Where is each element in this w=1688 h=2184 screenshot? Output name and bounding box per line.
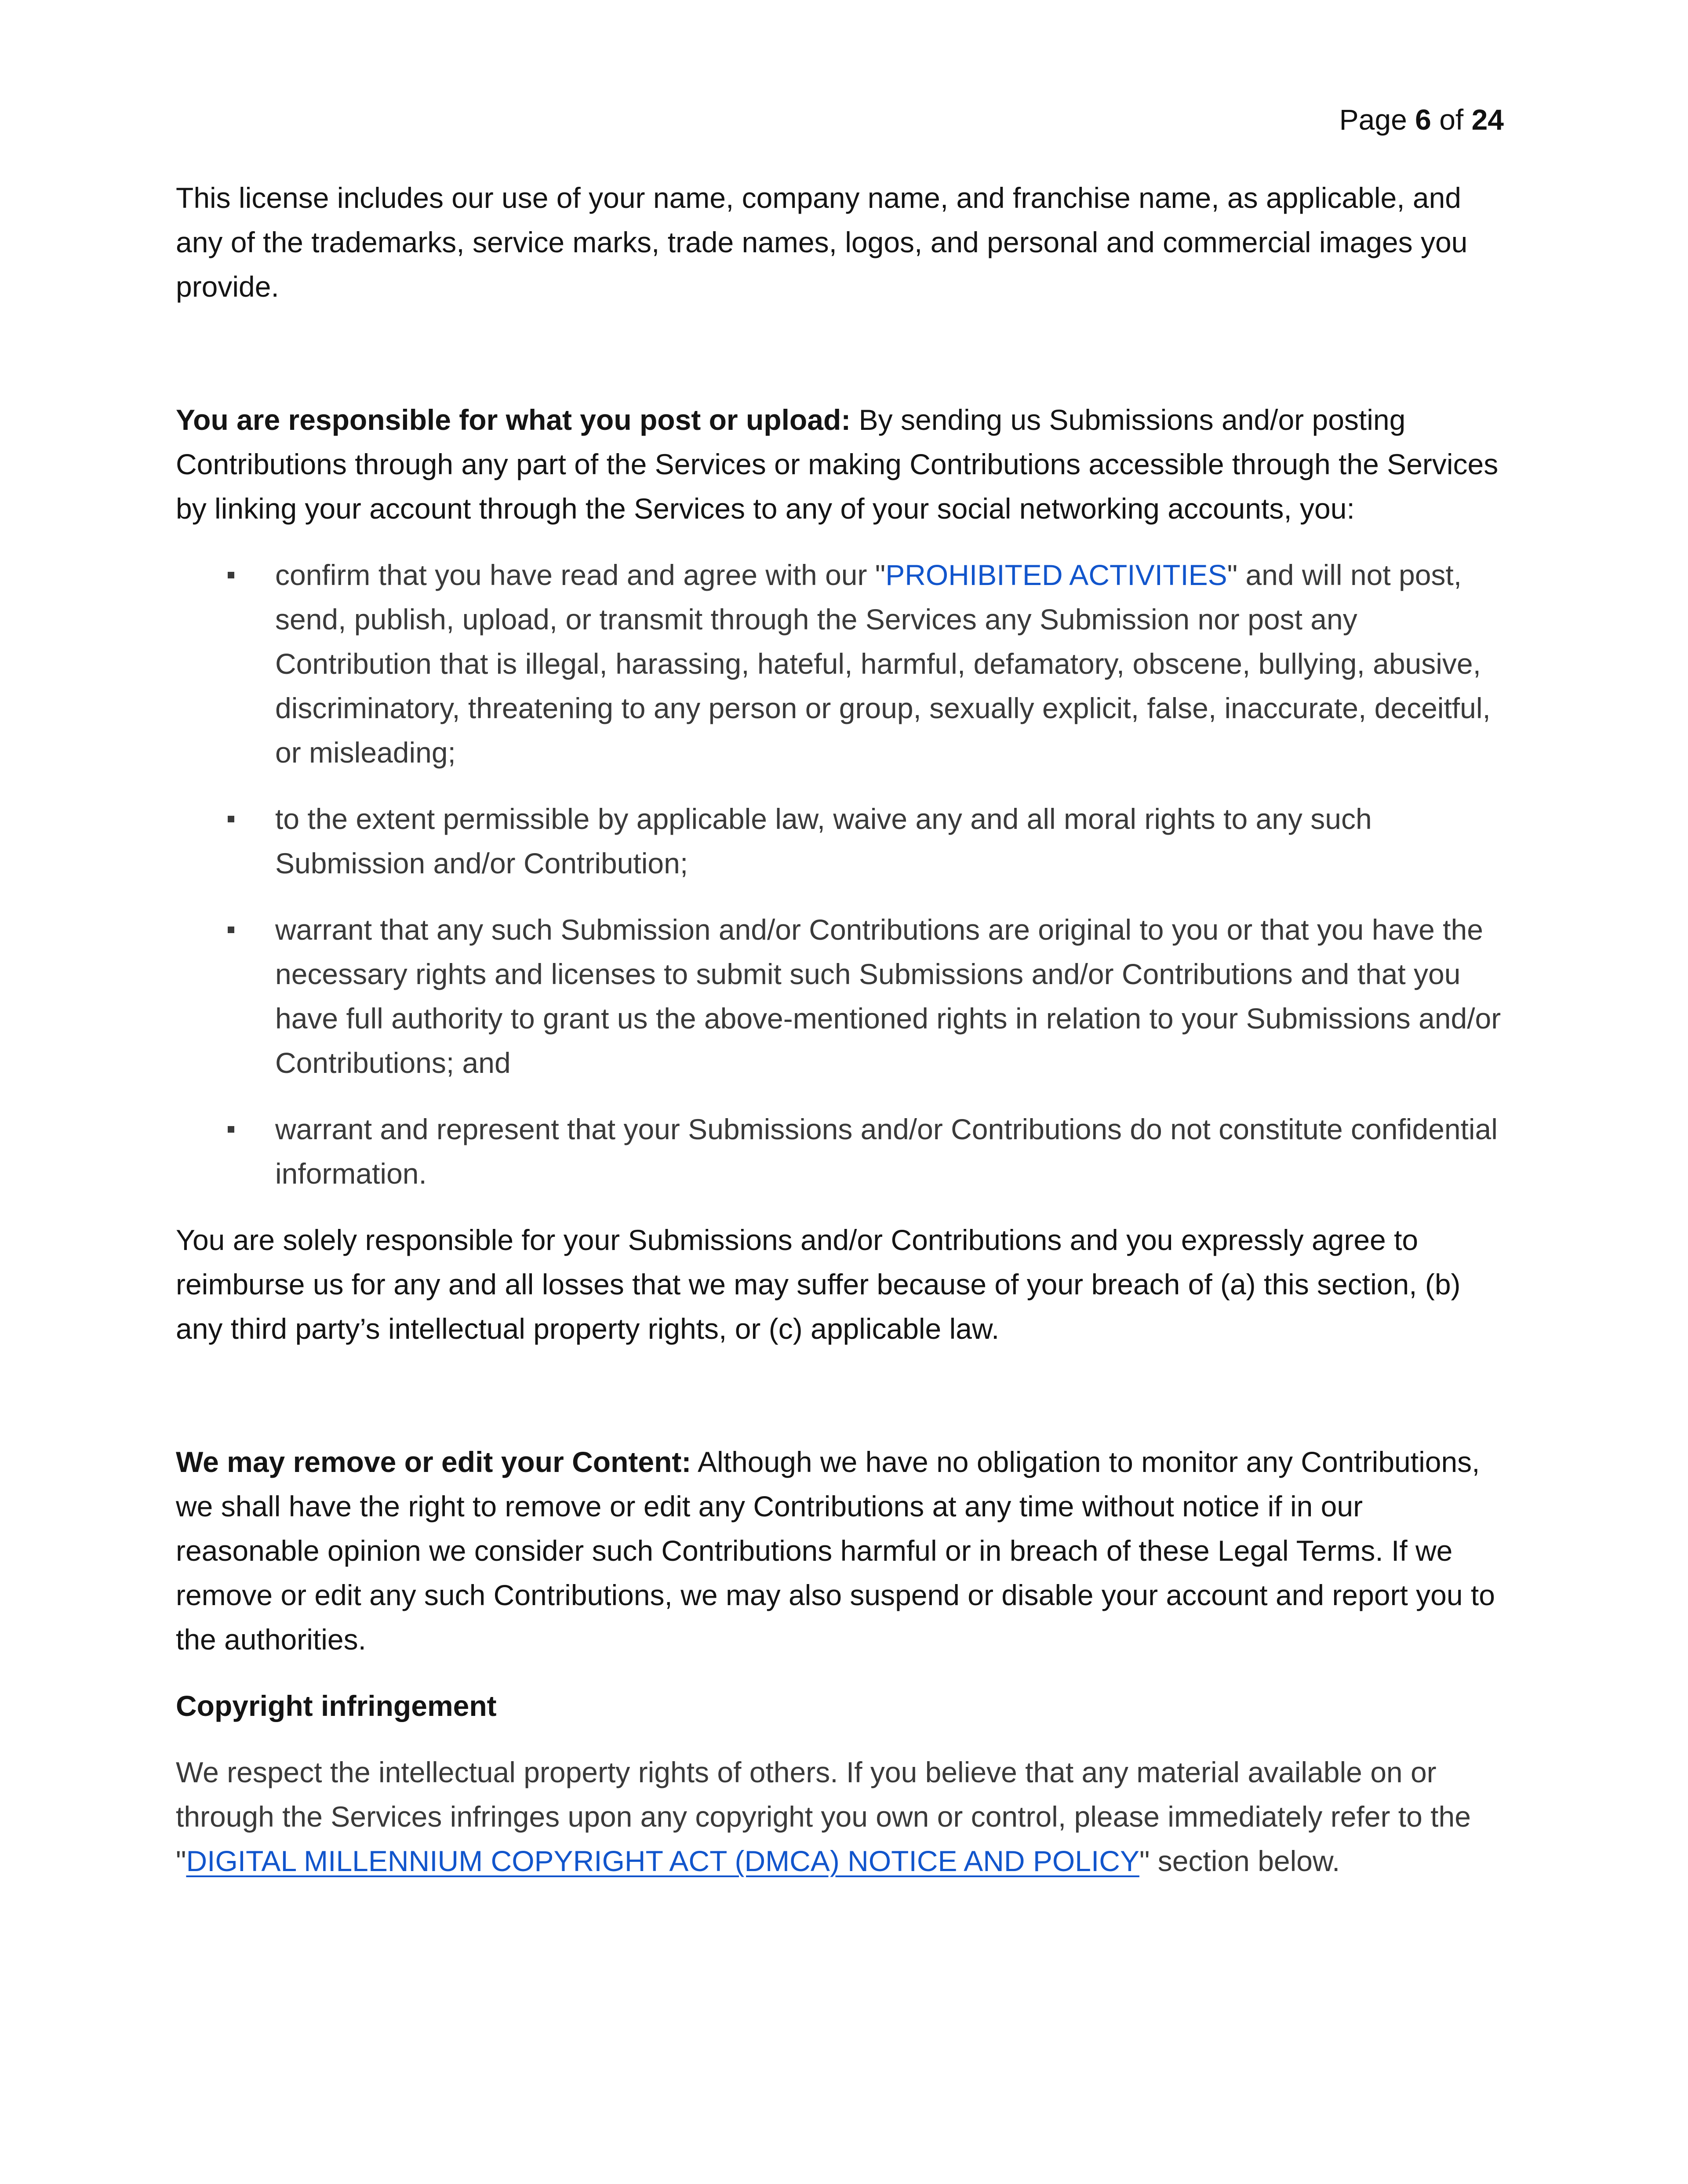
remove-content-body: Although we have no obligation to monitor any Contributions, we shall have the right to remove or edit any Contributions at any time without notice if in our reasonable opinion we consider such Contributions harmful or in breach of these Legal Terms. If we remove or edit any such Contributions, we may also suspend or disable your account and report you to the authorities. — [176, 1446, 1495, 1656]
remove-content-lead: We may remove or edit your Content: — [176, 1446, 691, 1478]
bullet-square-icon — [228, 1126, 234, 1133]
list-item-text: warrant that any such Submission and/or Contributions are original to you or that you have the necessary rights and licenses to submit such Submissions and/or Contributions and that you have full authority to grant us the above-mentioned rights in relation to your Submissions and/or Contributions; and — [275, 913, 1501, 1079]
obligations-list — [176, 553, 1512, 1196]
solely-responsible-paragraph: You are solely responsible for your Submissions and/or Contributions and you expressly agree to reimburse us for any and all losses that we may suffer because of your breach of (a) this section, (b) any third party’s intellectual property rights, or (c) applicable law. — [176, 1224, 1461, 1345]
copyright-paragraph — [176, 1750, 1512, 1883]
prohibited-activities-link[interactable]: PROHIBITED ACTIVITIES — [885, 559, 1227, 591]
list-item — [176, 553, 1512, 775]
list-item — [176, 797, 1512, 886]
responsible-body: By sending us Submissions and/or posting Contributions through any part of the Services or making Contributions accessible through the Services by linking your account through the Services to any of your social networking accounts, you: — [176, 403, 1499, 525]
license-paragraph: This license includes our use of your name, company name, and franchise name, as applicable, and any of the trademarks, service marks, trade names, logos, and personal and commercial images you provide. — [176, 182, 1468, 303]
list-item-text-post: " and will not post, send, publish, upload, or transmit through the Services any Submission nor post any Contribution that is illegal, harassing, hateful, harmful, defamatory, obscene, bullying, abusive, discriminatory, threatening to any person or group, sexually explicit, false, inaccurate, deceitful, or misleading; — [275, 559, 1491, 769]
responsible-lead: You are responsible for what you post or upload: — [176, 403, 851, 436]
remove-content-paragraph — [176, 1440, 1512, 1662]
copyright-heading: Copyright infringement — [176, 1690, 497, 1722]
list-item-text-pre: confirm that you have read and agree with our " — [275, 559, 886, 591]
copyright-text-pre: We respect the intellectual property rights of others. If you believe that any material available on or through the Services infringes upon any copyright you own or control, please immediately refer to the " — [176, 1756, 1471, 1877]
list-item — [176, 908, 1512, 1085]
page-number — [1339, 98, 1504, 142]
list-item — [176, 1107, 1512, 1196]
list-item-text: to the extent permissible by applicable law, waive any and all moral rights to any such Submission and/or Contribution; — [275, 803, 1372, 879]
total-pages-number: 24 — [1471, 103, 1504, 136]
document-body — [176, 176, 1512, 1883]
page-word: Page — [1339, 103, 1407, 136]
responsible-paragraph — [176, 398, 1512, 531]
dmca-policy-link[interactable]: DIGITAL MILLENNIUM COPYRIGHT ACT (DMCA) NOTICE AND POLICY — [186, 1845, 1139, 1877]
bullet-square-icon — [228, 572, 234, 578]
copyright-text-post: " section below. — [1139, 1845, 1340, 1877]
bullet-square-icon — [228, 927, 234, 933]
of-word: of — [1439, 103, 1464, 136]
bullet-square-icon — [228, 816, 234, 822]
list-item-text: warrant and represent that your Submissions and/or Contributions do not constitute confidential information. — [275, 1113, 1498, 1190]
current-page-number: 6 — [1415, 103, 1431, 136]
